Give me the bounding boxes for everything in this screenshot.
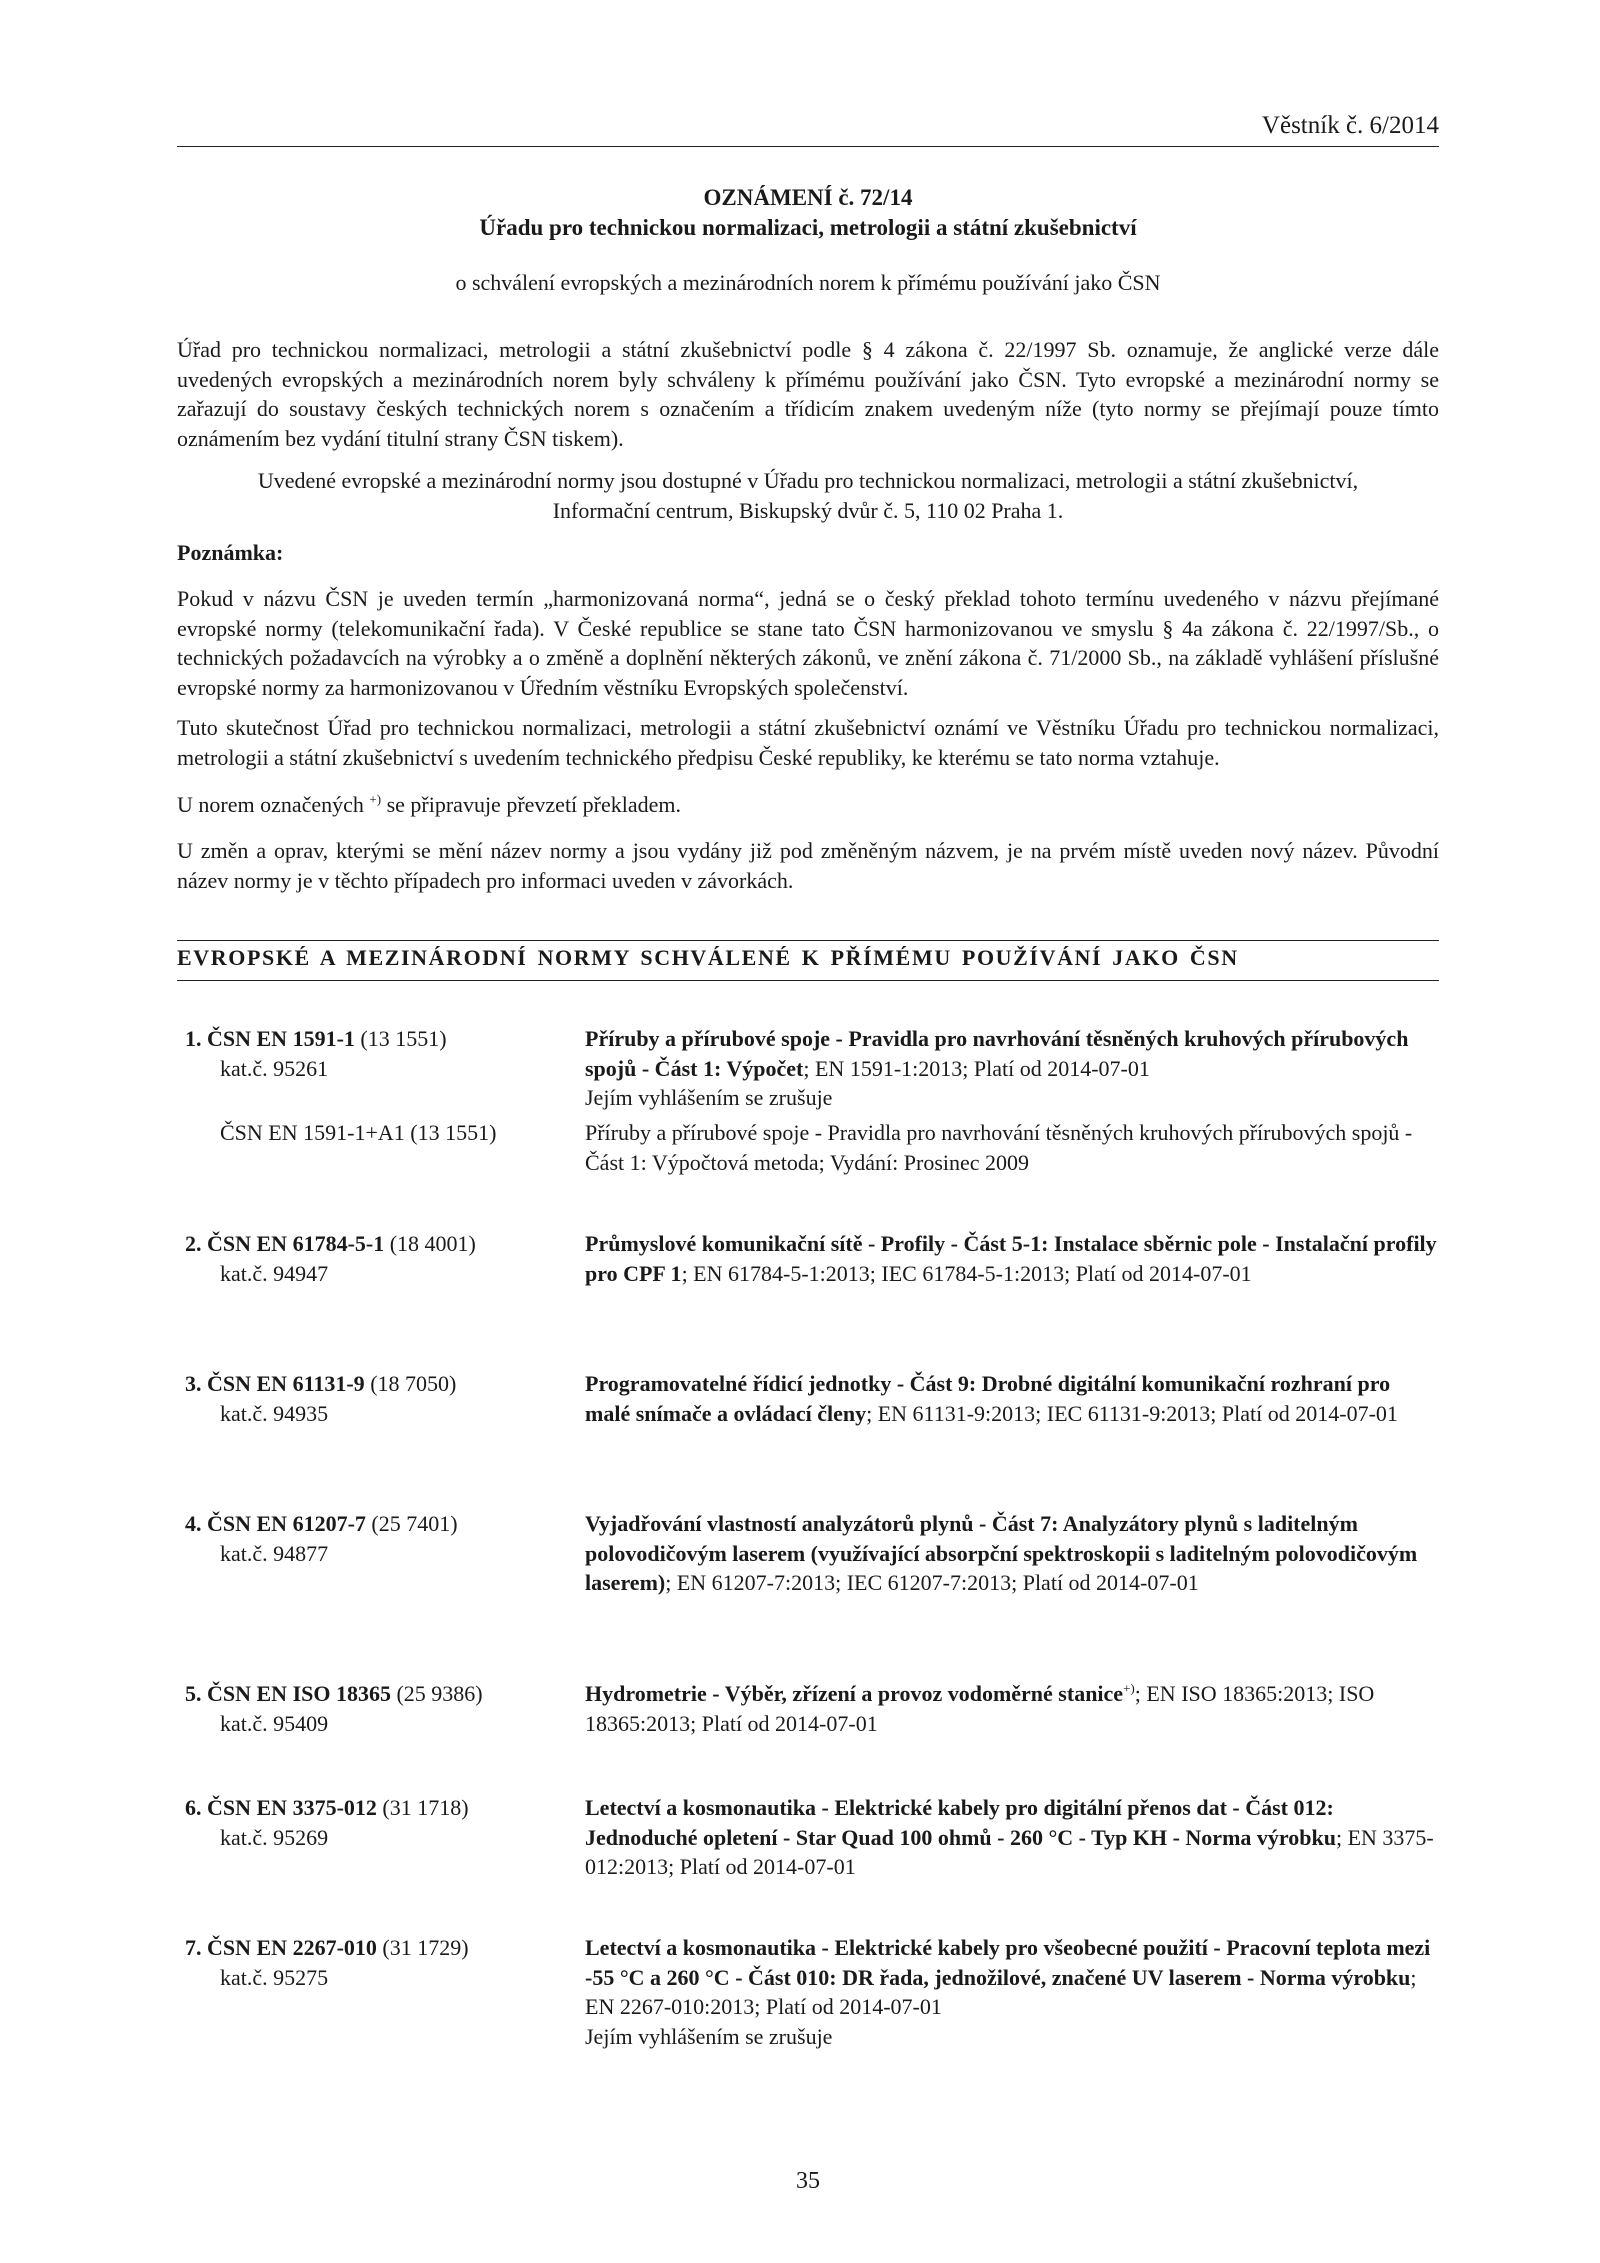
note-paragraph-1: Pokud v názvu ČSN je uveden termín „harmonizovaná norma“, jedná se o český překlad tohoto termínu uvedeného v názvu přejímané evropské normy (telekomunikační řada). V České republice se stane tato ČSN harmonizovanou ve smyslu § 4a zákona č. 22/1997/Sb., o technických požadavcích na výrobky a o změně a doplnění některých zákonů, ve znění zákona č. 71/2000 Sb., na základě vyhlášení příslušné evropské normy za harmonizovanou v Úředním věstníku Evropských společenství. (177, 586, 1439, 700)
catalog-number: kat.č. 94947 (220, 1260, 329, 1286)
norm-class: (31 1718) (376, 1795, 469, 1820)
norm-code: ČSN EN 61131-9 (207, 1371, 365, 1396)
norm-title-rest: ; EN 3375-012:2013; Platí od 2014-07-01 (585, 1824, 1434, 1879)
norm-code: ČSN EN 2267-010 (207, 1935, 377, 1960)
section-rule-top (177, 940, 1439, 941)
cancelled-code: ČSN EN 1591-1+A1 (13 1551) (220, 1120, 497, 1145)
title-block (177, 183, 1439, 243)
norm-title (585, 1933, 1439, 2051)
entry-number: 4. (185, 1511, 202, 1536)
catalog-number: kat.č. 95269 (220, 1824, 329, 1850)
norm-designation (185, 1024, 565, 1083)
norm-designation (185, 1933, 565, 1992)
entry-number: 7. (185, 1935, 202, 1960)
norm-title-bold: Letectví a kosmonautika - Elektrické kabely pro digitální přenos dat - Část 012: Jednoduché opletení - Star Quad 100 ohmů - 260 °C - Typ KH - Norma výrobku (585, 1795, 1336, 1850)
norm-title (585, 1024, 1439, 1113)
norm-code: ČSN EN 61784-5-1 (207, 1231, 385, 1256)
norm-title (585, 1369, 1439, 1428)
page-number: 35 (796, 2168, 820, 2194)
norm-class: (25 9386) (390, 1681, 483, 1706)
office-title: Úřadu pro technickou normalizaci, metrologii a státní zkušebnictví (479, 215, 1137, 240)
note-p3-sup: +) (369, 791, 382, 807)
norm-designation (185, 1679, 565, 1738)
norm-title (585, 1509, 1439, 1598)
entry-number: 1. (185, 1026, 202, 1051)
catalog-number: kat.č. 94935 (220, 1400, 329, 1426)
norm-class: (18 7050) (364, 1371, 457, 1396)
translation-mark: +) (1123, 1680, 1135, 1696)
cancels-note: Jejím vyhlášením se zrušuje (585, 2023, 833, 2049)
norm-title (585, 1679, 1439, 1738)
entry-number: 2. (185, 1231, 202, 1256)
norm-designation (185, 1793, 565, 1852)
issue-header: Věstník č. 6/2014 (1261, 112, 1439, 139)
note-paragraph-2: Tuto skutečnost Úřad pro technickou normalizaci, metrologii a státní zkušebnictví oznámí ve Věstníku Úřadu pro technickou normalizaci, metrologii a státní zkušebnictví s uvedením technického předpisu České republiky, ke kterému se tato norma vztahuje. (177, 715, 1439, 770)
note-paragraph-3 (177, 790, 1439, 820)
availability-line-1: Uvedené evropské a mezinárodní normy jsou dostupné v Úřadu pro technickou normalizaci, metrologii a státní zkušebnictví, (257, 468, 1359, 493)
header-rule (177, 146, 1439, 147)
norm-title-rest: ; EN 61784-5-1:2013; IEC 61784-5-1:2013; Platí od 2014-07-01 (681, 1260, 1252, 1286)
note-label: Poznámka: (177, 540, 284, 565)
cancelled-title: Příruby a přírubové spoje - Pravidla pro navrhování těsněných kruhových přírubových spojů - Část 1: Výpočtová metoda; Vydání: Prosinec 2009 (585, 1120, 1413, 1175)
section-rule-bottom (177, 980, 1439, 981)
cancelled-designation (185, 1118, 565, 1148)
availability-paragraph (177, 466, 1439, 525)
norm-title-rest: ; EN 1591-1:2013; Platí od 2014-07-01 (803, 1055, 1150, 1081)
norm-title (585, 1229, 1439, 1288)
norm-designation (185, 1229, 565, 1288)
norm-title-bold: Příruby a přírubové spoje - Pravidla pro navrhování těsněných kruhových přírubových spojů - Část 1: Výpočet (585, 1026, 1409, 1081)
norm-class: (13 1551) (354, 1026, 447, 1051)
announcement-subtitle: o schválení evropských a mezinárodních norem k přímému používání jako ČSN (455, 270, 1161, 295)
note-p3-text: U norem označených (177, 792, 364, 817)
catalog-number: kat.č. 95409 (220, 1710, 329, 1736)
norm-title-rest: ; EN 2267-010:2013; Platí od 2014-07-01 (585, 1964, 1417, 2019)
norm-title-bold: Průmyslové komunikační sítě - Profily - Část 5-1: Instalace sběrnic pole - Instalační profily pro CPF 1 (585, 1231, 1437, 1286)
entry-number: 6. (185, 1795, 202, 1820)
norm-title-rest: ; EN 61207-7:2013; IEC 61207-7:2013; Platí od 2014-07-01 (665, 1570, 1199, 1595)
norm-title-bold: Hydrometrie - Výběr, zřízení a provoz vodoměrné stanice (585, 1681, 1124, 1706)
cancels-note: Jejím vyhlášením se zrušuje (585, 1085, 833, 1110)
announcement-title: OZNÁMENÍ č. 72/14 (703, 185, 913, 210)
catalog-number: kat.č. 95275 (220, 1964, 329, 1990)
norm-title-bold: Vyjadřování vlastností analyzátorů plynů - Část 7: Analyzátory plynů s laditelným polovodičovým laserem (využívající absorpční spektroskopii s laditelným polovodičovým laserem) (585, 1511, 1418, 1595)
norm-code: ČSN EN 3375-012 (207, 1795, 377, 1820)
norm-code: ČSN EN 61207-7 (207, 1511, 366, 1536)
note-p3-rest: se připravuje převzetí překladem. (381, 792, 682, 817)
entry-number: 3. (185, 1371, 202, 1396)
section-title: EVROPSKÉ A MEZINÁRODNÍ NORMY SCHVÁLENÉ K PŘÍMÉMU POUŽÍVÁNÍ JAKO ČSN (177, 945, 1239, 970)
norm-designation (185, 1509, 565, 1568)
norm-designation (185, 1369, 565, 1428)
norm-class: (18 4001) (384, 1231, 476, 1256)
norm-class: (31 1729) (376, 1935, 469, 1960)
norm-title-rest: ; EN ISO 18365:2013; ISO 18365:2013; Platí od 2014-07-01 (585, 1681, 1375, 1736)
norm-class: (25 7401) (365, 1511, 458, 1536)
norm-title-bold: Programovatelné řídicí jednotky - Část 9: Drobné digitální komunikační rozhraní pro malé snímače a ovládací členy (585, 1371, 1391, 1426)
availability-line-2: Informační centrum, Biskupský dvůr č. 5, 110 02 Praha 1. (552, 497, 1064, 523)
norm-code: ČSN EN ISO 18365 (207, 1681, 391, 1706)
norm-code: ČSN EN 1591-1 (207, 1026, 355, 1051)
norm-title-bold: Letectví a kosmonautika - Elektrické kabely pro všeobecné použití - Pracovní teplota mezi -55 °C a 260 °C - Část 010: DR řada, jednožilové, značené UV laserem - Norma výrobku (585, 1935, 1431, 1990)
norm-title (585, 1793, 1439, 1882)
intro-paragraph: Úřad pro technickou normalizaci, metrologii a státní zkušebnictví podle § 4 zákona č. 22/1997 Sb. oznamuje, že anglické verze dále uvedených evropských a mezinárodních norem byly schváleny k přímému používání jako ČSN. Tyto evropské a mezinárodní normy se zařazují do soustavy českých technických norem s označením a třídicím znakem uvedeným níže (tyto normy se přejímají pouze tímto oznámením bez vydání titulní strany ČSN tiskem). (177, 337, 1439, 451)
note-paragraph-4: U změn a oprav, kterými se mění název normy a jsou vydány již pod změněným názvem, je na prvém místě uveden nový název. Původní název normy je v těchto případech pro informaci uveden v závorkách. (177, 838, 1439, 893)
catalog-number: kat.č. 94877 (220, 1540, 329, 1566)
document-page (177, 0, 1439, 2263)
norm-title-rest: ; EN 61131-9:2013; IEC 61131-9:2013; Platí od 2014-07-01 (866, 1400, 1398, 1426)
catalog-number: kat.č. 95261 (220, 1055, 329, 1081)
entry-number: 5. (185, 1681, 202, 1706)
